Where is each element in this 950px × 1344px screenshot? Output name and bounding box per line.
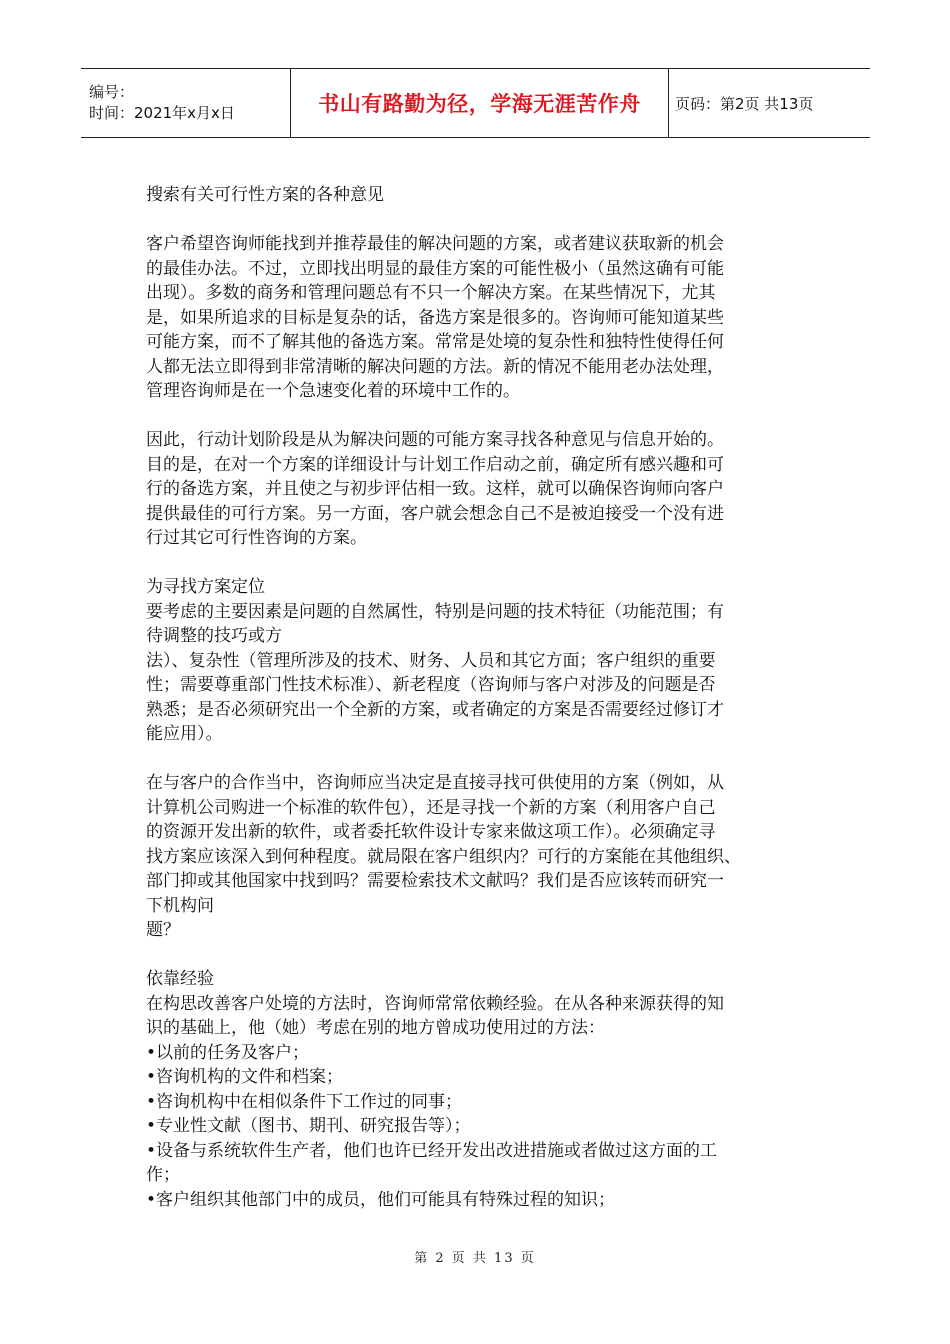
document-body: [146, 183, 806, 1212]
text-line: 待调整的技巧或方: [146, 626, 282, 646]
text-line: 依靠经验: [146, 969, 214, 989]
text-line: 部门抑或其他国家中找到吗？需要检索技术文献吗？我们是否应该转而研究一: [146, 871, 724, 891]
text-line: •以前的任务及客户；: [146, 1042, 310, 1063]
document-date: 时间：2021年x月x日: [89, 104, 235, 122]
text-line: 下机构问: [146, 895, 214, 916]
text-line: 在构思改善客户处境的方法时，咨询师常常依赖经验。在从各种来源获得的知: [146, 993, 724, 1014]
paragraph-gap: [146, 747, 806, 772]
text-line: 要考虑的主要因素是问题的自然属性，特别是问题的技术特征（功能范围；有: [146, 601, 724, 622]
text-line: 性；需要尊重部门性技术标准）、新老程度（咨询师与客户对涉及的问题是否: [146, 675, 716, 695]
text-line: 的最佳办法。不过，立即找出明显的最佳方案的可能性极小（虽然这确有可能: [146, 258, 724, 279]
text-line: •专业性文献（图书、期刊、研究报告等）；: [146, 1116, 471, 1136]
text-line: 搜索有关可行性方案的各种意见: [146, 185, 384, 205]
page-info-text: 页码：第2页 共13页: [675, 94, 814, 113]
text-line: 题？: [146, 920, 180, 940]
text-line: •咨询机构的文件和档案；: [146, 1067, 344, 1087]
motto-text: 书山有路勤为径，学海无涯苦作舟: [318, 92, 641, 116]
text-line: 行的备选方案，并且使之与初步评估相一致。这样，就可以确保咨询师向客户: [146, 479, 724, 499]
paragraph-gap: [146, 208, 806, 233]
paragraph-gap: [146, 551, 806, 576]
text-line: 可能方案，而不了解其他的备选方案。常常是处境的复杂性和独特性使得任何: [146, 332, 724, 352]
text-line: 提供最佳的可行方案。另一方面，客户就会想念自己不是被迫接受一个没有进: [146, 503, 724, 524]
text-line: 找方案应该深入到何种程度。就局限在客户组织内？可行的方案能在其他组织、: [146, 846, 741, 867]
text-line: 人都无法立即得到非常清晰的解决问题的方法。新的情况不能用老办法处理，: [146, 356, 724, 377]
text-line: 的资源开发出新的软件，或者委托软件设计专家来做这项工作）。必须确定寻: [146, 822, 716, 842]
text-line: 计算机公司购进一个标准的软件包），还是寻找一个新的方案（利用客户自己: [146, 797, 716, 818]
text-line: 因此，行动计划阶段是从为解决问题的可能方案寻找各种意见与信息开始的。: [146, 430, 724, 450]
text-line: 法）、复杂性（管理所涉及的技术、财务、人员和其它方面；客户组织的重要: [146, 650, 716, 671]
header-motto: [291, 69, 669, 137]
text-line: 行过其它可行性咨询的方案。: [146, 528, 367, 548]
header-meta: [81, 69, 291, 137]
text-line: 管理咨询师是在一个急速变化着的环境中工作的。: [146, 381, 520, 401]
text-line: •客户组织其他部门中的成员，他们可能具有特殊过程的知识；: [146, 1189, 616, 1210]
text-line: 出现）。多数的商务和管理问题总有不只一个解决方案。在某些情况下，尤其: [146, 283, 716, 303]
text-line: 客户希望咨询师能找到并推荐最佳的解决问题的方案，或者建议获取新的机会: [146, 234, 724, 254]
text-line: 熟悉；是否必须研究出一个全新的方案，或者确定的方案是否需要经过修订才: [146, 699, 724, 720]
text-line: 目的是，在对一个方案的详细设计与计划工作启动之前，确定所有感兴趣和可: [146, 454, 724, 475]
text-line: •咨询机构中在相似条件下工作过的同事；: [146, 1091, 463, 1112]
text-line: 在与客户的合作当中，咨询师应当决定是直接寻找可供使用的方案（例如，从: [146, 773, 724, 793]
text-line: •设备与系统软件生产者，他们也许已经开发出改进措施或者做过这方面的工: [146, 1140, 718, 1161]
page-footer: 第 2 页 共 13 页: [414, 1251, 536, 1266]
text-line: 作；: [146, 1165, 180, 1185]
text-line: 能应用）。: [146, 724, 223, 744]
text-line: 识的基础上，他（她）考虑在别的地方曾成功使用过的方法：: [146, 1018, 605, 1038]
page-header: [81, 68, 870, 138]
header-page-info: [669, 69, 870, 137]
text-line: 为寻找方案定位: [146, 577, 265, 597]
document-number-label: 编号：: [89, 83, 135, 101]
text-line: 是，如果所追求的目标是复杂的话，备选方案是很多的。咨询师可能知道某些: [146, 307, 724, 328]
paragraph-gap: [146, 404, 806, 429]
paragraph-gap: [146, 943, 806, 968]
